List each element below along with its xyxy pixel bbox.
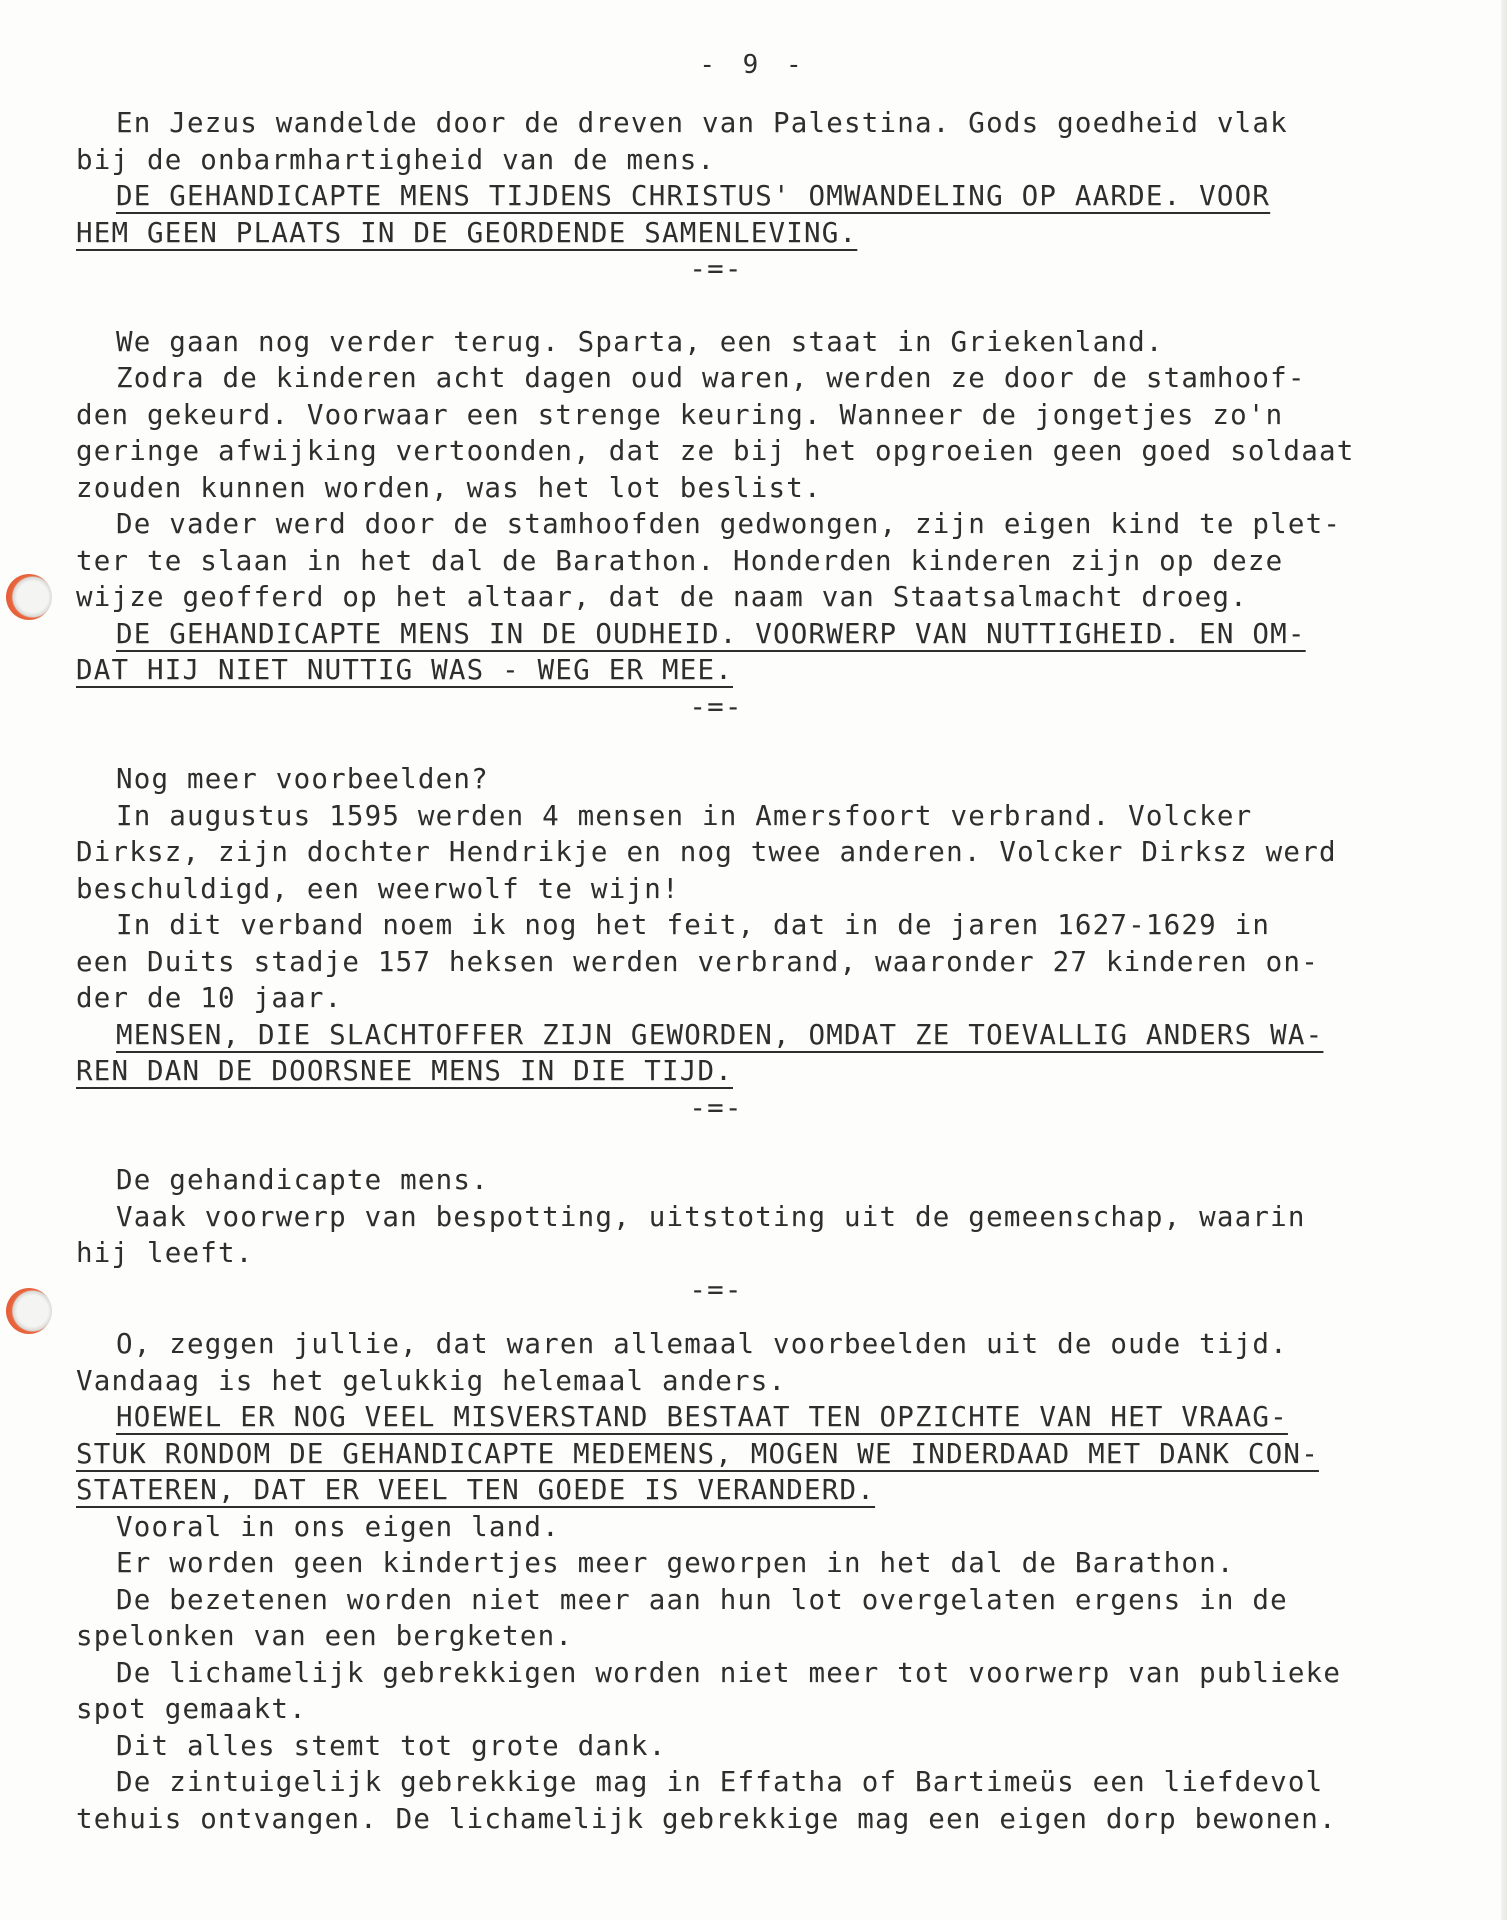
paragraph-section xyxy=(76,1326,1416,1837)
text-line: hij leeft. xyxy=(76,1237,254,1269)
text-line: Vaak voorwerp van bespotting, uitstoting uit de gemeenschap, waarin xyxy=(116,1200,1306,1233)
page-number: - 9 - xyxy=(699,50,808,80)
text-line: bij de onbarmhartigheid van de mens. xyxy=(76,143,716,176)
text-line: der de 10 jaar. xyxy=(76,982,343,1014)
section-gap xyxy=(76,288,1416,324)
text-line: een Duits stadje 157 heksen werden verbrand, waaronder 27 kinderen on- xyxy=(76,945,1319,978)
text-line: Vooral in ons eigen land. xyxy=(116,1510,560,1543)
text-line: spelonken van een bergketen. xyxy=(76,1620,574,1652)
paragraph-section xyxy=(76,1162,1416,1272)
text-line: De bezetenen worden niet meer aan hun lot overgelaten ergens in de xyxy=(116,1583,1288,1616)
text-line: De vader werd door de stamhoofden gedwongen, zijn eigen kind te plet- xyxy=(116,508,1342,540)
emphasis-line: STATEREN, DAT ER VEEL TEN GOEDE IS VERANDERD. xyxy=(76,1474,876,1506)
emphasis-line: MENSEN, DIE SLACHTOFFER ZIJN GEWORDEN, OMDAT ZE TOEVALLIG ANDERS WA- xyxy=(116,1018,1324,1051)
text-line: wijze geofferd op het altaar, dat de naam van Staatsalmacht droeg. xyxy=(76,581,1248,613)
section-gap xyxy=(76,1308,1416,1326)
text-line: Dit alles stemt tot grote dank. xyxy=(116,1729,667,1762)
text-line: We gaan nog verder terug. Sparta, een staat in Griekenland. xyxy=(116,325,1164,358)
text-line: zouden kunnen worden, was het lot beslist. xyxy=(76,471,822,504)
text-line: In augustus 1595 werden 4 mensen in Amersfoort verbrand. Volcker xyxy=(116,799,1253,832)
emphasis-line: DE GEHANDICAPTE MENS TIJDENS CHRISTUS' OMWANDELING OP AARDE. VOOR xyxy=(116,180,1271,212)
text-line: Nog meer voorbeelden? xyxy=(116,763,489,795)
emphasis-line: STUK RONDOM DE GEHANDICAPTE MEDEMENS, MOGEN WE INDERDAAD MET DANK CON- xyxy=(76,1437,1319,1470)
paragraph-section xyxy=(76,324,1416,689)
text-line: Zodra de kinderen acht dagen oud waren, werden ze door de stamhoof- xyxy=(116,362,1306,394)
text-line: De lichamelijk gebrekkigen worden niet meer tot voorwerp van publieke xyxy=(116,1656,1342,1689)
text-line: En Jezus wandelde door de dreven van Palestina. Gods goedheid vlak xyxy=(116,107,1288,139)
text-line: Vandaag is het gelukkig helemaal anders. xyxy=(76,1364,787,1397)
document-body xyxy=(76,105,1416,1837)
text-line: O, zeggen jullie, dat waren allemaal voorbeelden uit de oude tijd. xyxy=(116,1328,1288,1360)
text-line: geringe afwijking vertoonden, dat ze bij het opgroeien geen goed soldaat xyxy=(76,435,1355,467)
text-line: beschuldigd, een weerwolf te wijn! xyxy=(76,872,680,905)
emphasis-line: HEM GEEN PLAATS IN DE GEORDENDE SAMENLEVING. xyxy=(76,216,858,249)
paragraph-section xyxy=(76,761,1416,1090)
paragraph-section xyxy=(76,105,1416,251)
text-line: Dirksz, zijn dochter Hendrikje en nog twee anderen. Volcker Dirksz werd xyxy=(76,836,1337,868)
text-line: den gekeurd. Voorwaar een strenge keuring. Wanneer de jongetjes zo'n xyxy=(76,398,1284,431)
emphasis-line: REN DAN DE DOORSNEE MENS IN DIE TIJD. xyxy=(76,1055,733,1087)
text-line: De zintuigelijk gebrekkige mag in Effatha of Bartimeüs een liefdevol xyxy=(116,1766,1324,1798)
text-line: In dit verband noem ik nog het feit, dat in de jaren 1627-1629 in xyxy=(116,909,1271,941)
page-edge xyxy=(1501,0,1507,1920)
section-separator: -=- xyxy=(689,1273,743,1306)
section-separator: -=- xyxy=(689,690,743,723)
text-line: spot gemaakt. xyxy=(76,1693,307,1725)
text-line: De gehandicapte mens. xyxy=(116,1164,489,1196)
punch-hole-icon xyxy=(6,1288,52,1334)
emphasis-line: DAT HIJ NIET NUTTIG WAS - WEG ER MEE. xyxy=(76,654,733,686)
emphasis-line: HOEWEL ER NOG VEEL MISVERSTAND BESTAAT TEN OPZICHTE VAN HET VRAAG- xyxy=(116,1401,1288,1433)
section-gap xyxy=(76,1126,1416,1162)
emphasis-line: DE GEHANDICAPTE MENS IN DE OUDHEID. VOORWERP VAN NUTTIGHEID. EN OM- xyxy=(116,617,1306,650)
section-gap xyxy=(76,725,1416,761)
section-separator: -=- xyxy=(689,1091,743,1124)
section-separator: -=- xyxy=(689,253,743,285)
text-line: Er worden geen kindertjes meer geworpen in het dal de Barathon. xyxy=(116,1547,1235,1579)
text-line: ter te slaan in het dal de Barathon. Honderden kinderen zijn op deze xyxy=(76,544,1284,577)
text-line: tehuis ontvangen. De lichamelijk gebrekkige mag een eigen dorp bewonen. xyxy=(76,1802,1337,1835)
punch-hole-icon xyxy=(6,574,52,620)
